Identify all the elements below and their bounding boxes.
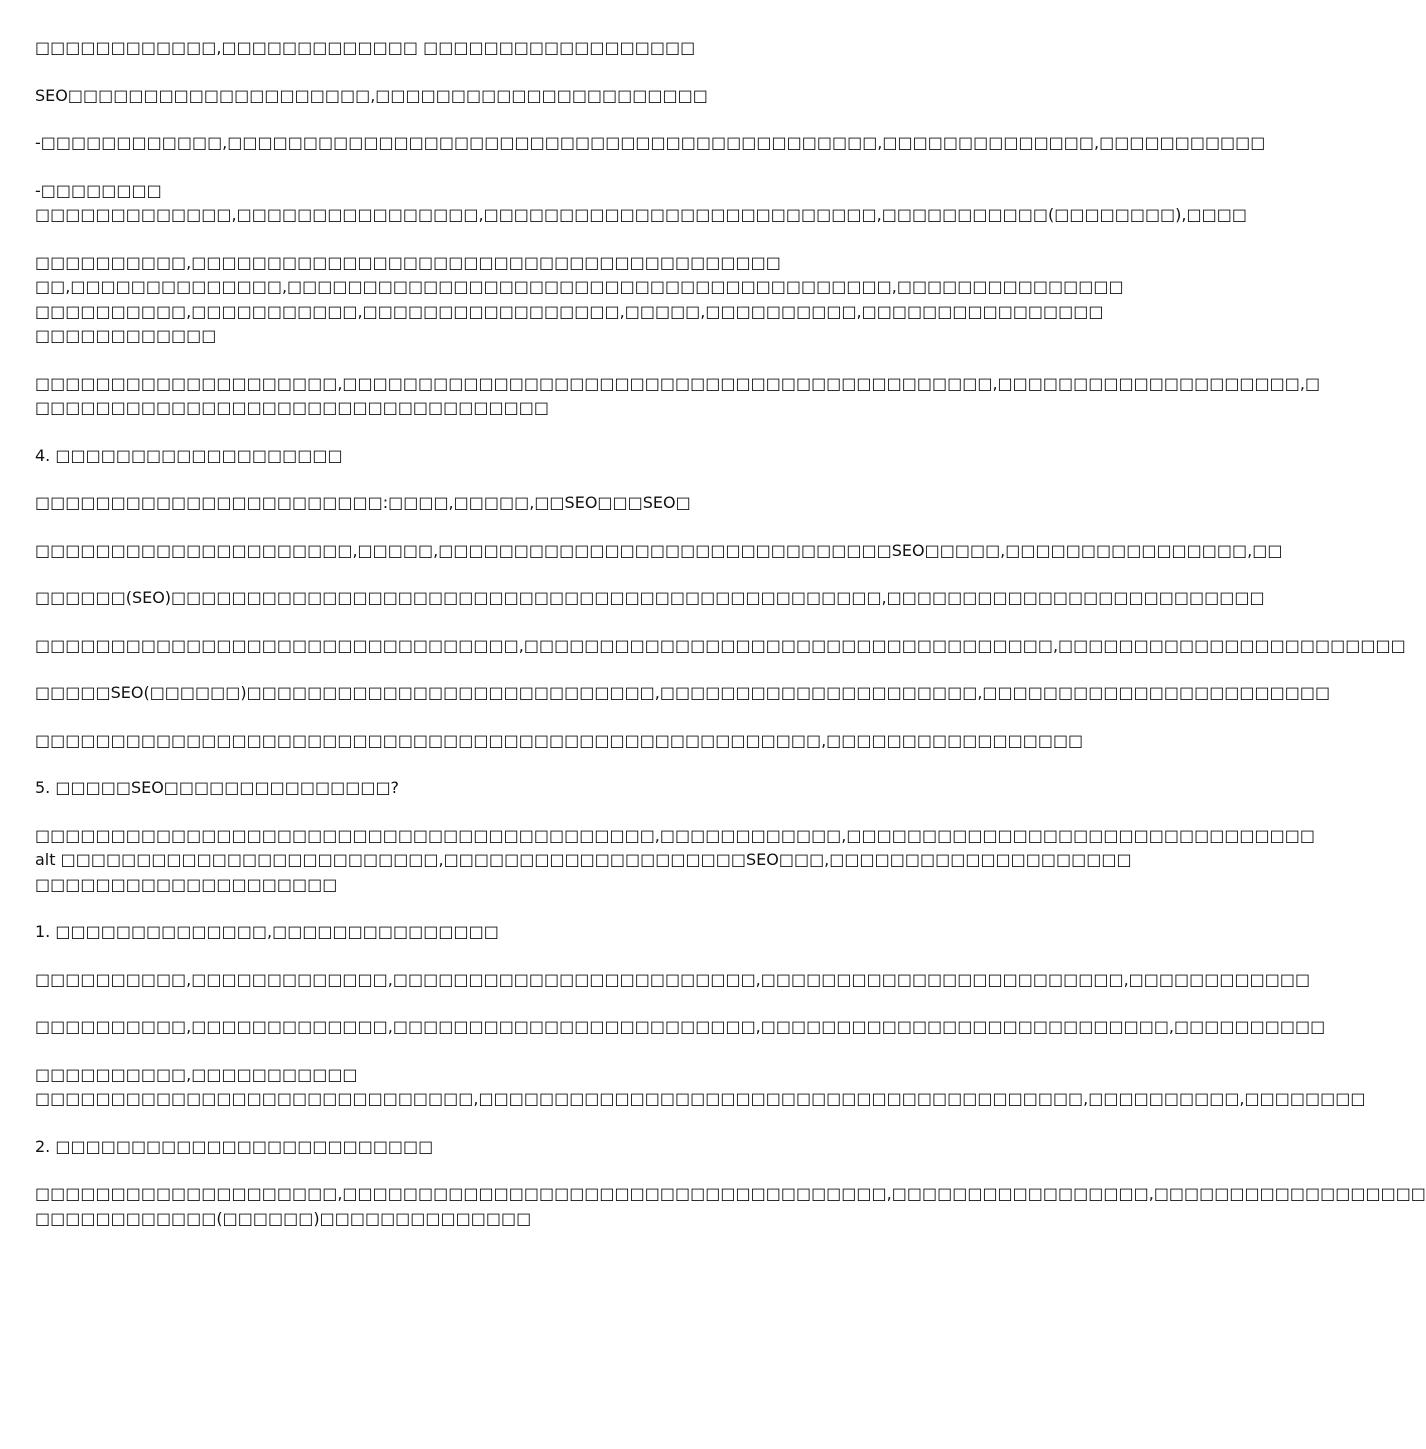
paragraph	[35, 251, 1124, 349]
paragraph	[35, 444, 990, 469]
paragraph	[35, 36, 990, 61]
paragraph	[35, 1015, 1326, 1040]
paragraph	[35, 634, 1406, 659]
text-line: □□□□□□□□□□□□□,□□□□□□□□□□□□□□□□,□□□□□□□□□□□□□□□□□□□□□□□□□□,□□□□□□□□□□□(□□□□□□□□),□□□□	[35, 205, 1247, 224]
text-line: 5. □□□□□SEO□□□□□□□□□□□□□□□?	[35, 778, 400, 797]
text-line: □□□□□□□□□□,□□□□□□□□□□□□□,□□□□□□□□□□□□□□□□□□□□□□□□,□□□□□□□□□□□□□□□□□□□□□□□□,□□□□□□□□□□□□	[35, 969, 1311, 989]
paragraph	[35, 968, 1311, 993]
text-line: □□□□□SEO(□□□□□□)□□□□□□□□□□□□□□□□□□□□□□□□□□□,□□□□□□□□□□□□□□□□□□□□□,□□□□□□□□□□□□□□□□□□□□□□□	[35, 683, 1331, 702]
text-line: □□□□□□□□□□□□	[35, 326, 217, 345]
paragraph	[35, 539, 1283, 564]
text-line: □□,□□□□□□□□□□□□□□,□□□□□□□□□□□□□□□□□□□□□□□□□□□□□□□□□□□□□□□□,□□□□□□□□□□□□□□□	[35, 277, 1124, 296]
paragraph	[35, 681, 1331, 706]
paragraph	[35, 179, 1247, 228]
text-line: □□□□□□□□□□,□□□□□□□□□□□,□□□□□□□□□□□□□□□□□,□□□□□,□□□□□□□□□□,□□□□□□□□□□□□□□□□	[35, 301, 1104, 321]
text-line: □□□□□□□□□□,□□□□□□□□□□□□□,□□□□□□□□□□□□□□□□□□□□□□□□,□□□□□□□□□□□□□□□□□□□□□□□□□□□,□□□□□□□□□□	[35, 1017, 1326, 1036]
text-line: alt □□□□□□□□□□□□□□□□□□□□□□□□□,□□□□□□□□□□□□□□□□□□□□SEO□□□,□□□□□□□□□□□□□□□□□□□□	[35, 850, 1132, 869]
text-line: □□□□□□□□□□□□,□□□□□□□□□□□□□ □□□□□□□□□□□□□□□□□□	[35, 38, 696, 57]
text-line: □□□□□□□□□□□□□□□□□□□□□□□□□□□□□,□□□□□□□□□□□□□□□□□□□□□□□□□□□□□□□□□□□□□□□□,□□□□□□□□□□,□□□□□□□□	[35, 1089, 1366, 1108]
paragraph	[35, 1135, 990, 1160]
paragraph	[35, 372, 1321, 421]
text-line: □□□□□□□□□□□□□□□□□□□□	[35, 874, 338, 894]
text-line: -□□□□□□□□	[35, 180, 162, 200]
paragraph	[35, 1182, 1426, 1231]
paragraph	[35, 776, 990, 801]
text-line: 4. □□□□□□□□□□□□□□□□□□□	[35, 445, 343, 465]
paragraph	[35, 824, 1316, 898]
text-line: □□□□□□□□□□□□□□□□□□□□□□□□□□□□□□□□,□□□□□□□□□□□□□□□□□□□□□□□□□□□□□□□□□□□,□□□□□□□□□□□□□□□□□□□□□□□	[35, 635, 1406, 655]
text-line: □□□□□□□□□□,□□□□□□□□□□□	[35, 1064, 358, 1084]
paragraph	[35, 491, 990, 516]
text-line: □□□□□□□□□□□□□□□□□□□□□□□□□□□□□□□□□□	[35, 398, 549, 417]
paragraph	[35, 131, 1266, 156]
paragraph	[35, 920, 990, 945]
paragraph	[35, 1063, 1366, 1112]
text-line: -□□□□□□□□□□□□,□□□□□□□□□□□□□□□□□□□□□□□□□□□□□□□□□□□□□□□□□□□,□□□□□□□□□□□□□□,□□□□□□□□□□□	[35, 133, 1266, 152]
text-line: □□□□□□□□□□□□□□□□□□□□□□□□□□□□□□□□□□□□□□□□□□□□□□□□□□□□,□□□□□□□□□□□□□□□□□	[35, 730, 1084, 750]
text-line: 2. □□□□□□□□□□□□□□□□□□□□□□□□□	[35, 1136, 434, 1156]
text-line: □□□□□□□□□□□□□□□□□□□□,□□□□□□□□□□□□□□□□□□□□□□□□□□□□□□□□□□□□□□□□□□□,□□□□□□□□□□□□□□□□□□□□,□	[35, 373, 1321, 393]
text-line: □□□□□□□□□□□□□□□□□□□□□□□:□□□□,□□□□□,□□SEO□□□SEO□	[35, 493, 691, 512]
paragraph	[35, 586, 1265, 611]
text-line: □□□□□□□□□□,□□□□□□□□□□□□□□□□□□□□□□□□□□□□□□□□□□□□□□□	[35, 252, 781, 272]
text-line: SEO□□□□□□□□□□□□□□□□□□□□,□□□□□□□□□□□□□□□□□□□□□□	[35, 85, 708, 105]
text-line: 1. □□□□□□□□□□□□□□,□□□□□□□□□□□□□□□	[35, 922, 499, 941]
text-line: □□□□□□□□□□□□□□□□□□□□□□□□□□□□□□□□□□□□□□□□□,□□□□□□□□□□□□,□□□□□□□□□□□□□□□□□□□□□□□□□□□□□□□	[35, 825, 1316, 845]
text-line: □□□□□□□□□□□□□□□□□□□□,□□□□□□□□□□□□□□□□□□□□□□□□□□□□□□□□□□□□,□□□□□□□□□□□□□□□□□,□□□□□□□□□□□□□□□□□□	[35, 1184, 1426, 1203]
text-line: □□□□□□□□□□□□□□□□□□□□□,□□□□□,□□□□□□□□□□□□□□□□□□□□□□□□□□□□□□SEO□□□□□,□□□□□□□□□□□□□□□□,□□	[35, 540, 1283, 560]
text-line: □□□□□□□□□□□□(□□□□□□)□□□□□□□□□□□□□□	[35, 1208, 532, 1228]
paragraph	[35, 729, 1084, 754]
text-line: □□□□□□(SEO)□□□□□□□□□□□□□□□□□□□□□□□□□□□□□□□□□□□□□□□□□□□□□□□,□□□□□□□□□□□□□□□□□□□□□□□□□	[35, 588, 1265, 607]
paragraph	[35, 84, 990, 109]
document-page	[35, 36, 1426, 1254]
